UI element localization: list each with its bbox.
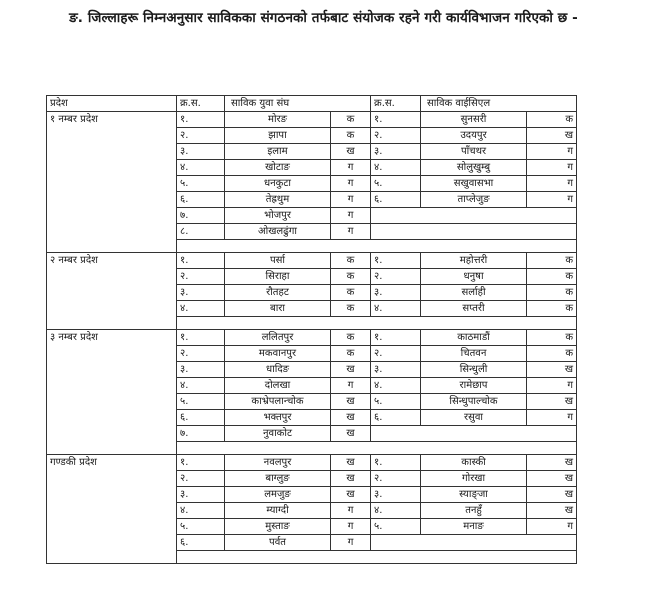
youth-district: मोरङ bbox=[225, 112, 331, 128]
ysl-serial: २. bbox=[371, 269, 421, 285]
table-body bbox=[47, 96, 577, 564]
header-serial-ysl: क्र.स. bbox=[371, 96, 421, 112]
youth-grade: ग bbox=[331, 208, 371, 224]
youth-district: ललितपुर bbox=[225, 330, 331, 346]
ysl-serial: १. bbox=[371, 455, 421, 471]
ysl-district: काठमाडौं bbox=[421, 330, 527, 346]
spacer-cell bbox=[177, 240, 577, 253]
spacer-cell bbox=[177, 317, 577, 330]
youth-district: धादिङ bbox=[225, 362, 331, 378]
youth-grade: ग bbox=[331, 224, 371, 240]
ysl-grade: ख bbox=[527, 362, 577, 378]
youth-grade: ख bbox=[331, 410, 371, 426]
ysl-serial: १. bbox=[371, 330, 421, 346]
youth-grade: ग bbox=[331, 503, 371, 519]
ysl-grade: ग bbox=[527, 160, 577, 176]
youth-district: लमजुङ bbox=[225, 487, 331, 503]
ysl-serial: १. bbox=[371, 253, 421, 269]
youth-grade: क bbox=[331, 301, 371, 317]
youth-serial: ४. bbox=[177, 503, 225, 519]
youth-district: काभ्रेपलान्चोक bbox=[225, 394, 331, 410]
ysl-serial: २. bbox=[371, 128, 421, 144]
youth-district: म्याग्दी bbox=[225, 503, 331, 519]
youth-serial: ३. bbox=[177, 144, 225, 160]
ysl-grade: ख bbox=[527, 503, 577, 519]
youth-grade: ग bbox=[331, 535, 371, 551]
province-name: २ नम्बर प्रदेश bbox=[47, 253, 177, 330]
youth-grade: ख bbox=[331, 144, 371, 160]
header-ysl: साविक वाईसिएल bbox=[421, 96, 577, 112]
ysl-district: सर्लाही bbox=[421, 285, 527, 301]
ysl-district: मनाङ bbox=[421, 519, 527, 535]
province-name: ३ नम्बर प्रदेश bbox=[47, 330, 177, 455]
ysl-serial: ४. bbox=[371, 301, 421, 317]
youth-grade: ग bbox=[331, 192, 371, 208]
ysl-serial: ४. bbox=[371, 160, 421, 176]
youth-grade: ख bbox=[331, 455, 371, 471]
youth-district: बारा bbox=[225, 301, 331, 317]
empty-cell bbox=[371, 426, 577, 442]
ysl-district: कास्की bbox=[421, 455, 527, 471]
youth-district: धनकुटा bbox=[225, 176, 331, 192]
youth-serial: ८. bbox=[177, 224, 225, 240]
youth-serial: ४. bbox=[177, 378, 225, 394]
province-name: १ नम्बर प्रदेश bbox=[47, 112, 177, 253]
youth-serial: ४. bbox=[177, 301, 225, 317]
empty-cell bbox=[371, 208, 577, 224]
ysl-grade: ग bbox=[527, 144, 577, 160]
ysl-district: सिन्धुली bbox=[421, 362, 527, 378]
youth-serial: १. bbox=[177, 112, 225, 128]
youth-serial: २. bbox=[177, 269, 225, 285]
youth-serial: ६. bbox=[177, 192, 225, 208]
youth-serial: ६. bbox=[177, 410, 225, 426]
youth-grade: ख bbox=[331, 487, 371, 503]
table-row bbox=[47, 253, 577, 269]
youth-district: पर्वत bbox=[225, 535, 331, 551]
youth-serial: ७. bbox=[177, 426, 225, 442]
youth-grade: क bbox=[331, 112, 371, 128]
ysl-district: रामेछाप bbox=[421, 378, 527, 394]
youth-serial: २. bbox=[177, 346, 225, 362]
youth-serial: २. bbox=[177, 128, 225, 144]
ysl-grade: क bbox=[527, 112, 577, 128]
youth-district: खोटाङ bbox=[225, 160, 331, 176]
youth-serial: ७. bbox=[177, 208, 225, 224]
ysl-serial: ३. bbox=[371, 487, 421, 503]
ysl-grade: क bbox=[527, 269, 577, 285]
ysl-district: सोलुखुम्बु bbox=[421, 160, 527, 176]
ysl-serial: ६. bbox=[371, 410, 421, 426]
youth-serial: ३. bbox=[177, 487, 225, 503]
youth-district: दोलखा bbox=[225, 378, 331, 394]
ysl-serial: ५. bbox=[371, 519, 421, 535]
ysl-serial: २. bbox=[371, 346, 421, 362]
ysl-district: सप्तरी bbox=[421, 301, 527, 317]
youth-serial: ५. bbox=[177, 176, 225, 192]
ysl-serial: ६. bbox=[371, 192, 421, 208]
ysl-grade: क bbox=[527, 253, 577, 269]
youth-serial: १. bbox=[177, 253, 225, 269]
youth-district: नुवाकोट bbox=[225, 426, 331, 442]
ysl-serial: २. bbox=[371, 471, 421, 487]
ysl-district: सखुवासभा bbox=[421, 176, 527, 192]
ysl-serial: ४. bbox=[371, 503, 421, 519]
table-row bbox=[47, 112, 577, 128]
ysl-district: महोत्तरी bbox=[421, 253, 527, 269]
youth-grade: क bbox=[331, 253, 371, 269]
youth-district: बाग्लुङ bbox=[225, 471, 331, 487]
ysl-district: उदयपुर bbox=[421, 128, 527, 144]
youth-district: नवलपुर bbox=[225, 455, 331, 471]
youth-grade: ग bbox=[331, 378, 371, 394]
youth-district: भक्तपुर bbox=[225, 410, 331, 426]
youth-grade: ख bbox=[331, 362, 371, 378]
youth-grade: ग bbox=[331, 160, 371, 176]
youth-serial: ६. bbox=[177, 535, 225, 551]
ysl-grade: क bbox=[527, 285, 577, 301]
ysl-grade: क bbox=[527, 330, 577, 346]
youth-district: ओखलढुंगा bbox=[225, 224, 331, 240]
ysl-serial: ३. bbox=[371, 144, 421, 160]
ysl-district: स्याङ्जा bbox=[421, 487, 527, 503]
youth-grade: ग bbox=[331, 176, 371, 192]
ysl-grade: ख bbox=[527, 128, 577, 144]
youth-serial: ३. bbox=[177, 362, 225, 378]
youth-serial: ५. bbox=[177, 394, 225, 410]
empty-cell bbox=[371, 224, 577, 240]
ysl-grade: ग bbox=[527, 410, 577, 426]
youth-serial: ३. bbox=[177, 285, 225, 301]
ysl-serial: १. bbox=[371, 112, 421, 128]
table-row bbox=[47, 330, 577, 346]
header-province: प्रदेश bbox=[47, 96, 177, 112]
header-row bbox=[47, 96, 577, 112]
ysl-grade: ग bbox=[527, 519, 577, 535]
youth-grade: क bbox=[331, 285, 371, 301]
youth-district: भोजपुर bbox=[225, 208, 331, 224]
youth-district: पर्सा bbox=[225, 253, 331, 269]
ysl-district: सुनसरी bbox=[421, 112, 527, 128]
ysl-district: गोरखा bbox=[421, 471, 527, 487]
ysl-district: तनहुँ bbox=[421, 503, 527, 519]
youth-serial: १. bbox=[177, 455, 225, 471]
ysl-district: धनुषा bbox=[421, 269, 527, 285]
ysl-serial: ३. bbox=[371, 285, 421, 301]
youth-district: रौतहट bbox=[225, 285, 331, 301]
youth-grade: ग bbox=[331, 519, 371, 535]
youth-grade: ख bbox=[331, 394, 371, 410]
ysl-grade: ग bbox=[527, 378, 577, 394]
youth-district: मुस्ताङ bbox=[225, 519, 331, 535]
youth-serial: ४. bbox=[177, 160, 225, 176]
ysl-grade: ग bbox=[527, 192, 577, 208]
ysl-district: सिन्धुपाल्चोक bbox=[421, 394, 527, 410]
youth-district: तेह्रथुम bbox=[225, 192, 331, 208]
ysl-district: ताप्लेजुङ bbox=[421, 192, 527, 208]
youth-serial: २. bbox=[177, 471, 225, 487]
spacer-cell bbox=[177, 551, 577, 564]
header-serial-youth: क्र.स. bbox=[177, 96, 225, 112]
ysl-grade: ग bbox=[527, 176, 577, 192]
ysl-serial: ५. bbox=[371, 394, 421, 410]
youth-grade: क bbox=[331, 346, 371, 362]
page-heading: ङ. जिल्लाहरू निम्नअनुसार साविकका संगठनको तर्फबाट संयोजक रहने गरी कार्यविभाजन गरिएको छ - bbox=[69, 10, 578, 26]
youth-grade: क bbox=[331, 330, 371, 346]
spacer-cell bbox=[177, 442, 577, 455]
province-name: गण्डकी प्रदेश bbox=[47, 455, 177, 564]
empty-cell bbox=[371, 535, 577, 551]
youth-district: झापा bbox=[225, 128, 331, 144]
youth-grade: क bbox=[331, 269, 371, 285]
ysl-grade: ख bbox=[527, 471, 577, 487]
youth-serial: १. bbox=[177, 330, 225, 346]
ysl-serial: ३. bbox=[371, 362, 421, 378]
youth-district: मकवानपुर bbox=[225, 346, 331, 362]
youth-district: इलाम bbox=[225, 144, 331, 160]
ysl-district: चितवन bbox=[421, 346, 527, 362]
youth-serial: ५. bbox=[177, 519, 225, 535]
ysl-grade: ख bbox=[527, 455, 577, 471]
youth-district: सिराहा bbox=[225, 269, 331, 285]
table-row bbox=[47, 455, 577, 471]
youth-grade: ख bbox=[331, 426, 371, 442]
ysl-serial: ५. bbox=[371, 176, 421, 192]
ysl-grade: क bbox=[527, 346, 577, 362]
header-youth-union: साविक युवा संघ bbox=[225, 96, 371, 112]
ysl-serial: ४. bbox=[371, 378, 421, 394]
youth-grade: क bbox=[331, 128, 371, 144]
ysl-grade: ख bbox=[527, 487, 577, 503]
youth-grade: ख bbox=[331, 471, 371, 487]
ysl-grade: क bbox=[527, 301, 577, 317]
ysl-grade: ख bbox=[527, 394, 577, 410]
district-allocation-table bbox=[46, 95, 577, 564]
ysl-district: पाँचथर bbox=[421, 144, 527, 160]
ysl-district: रसुवा bbox=[421, 410, 527, 426]
